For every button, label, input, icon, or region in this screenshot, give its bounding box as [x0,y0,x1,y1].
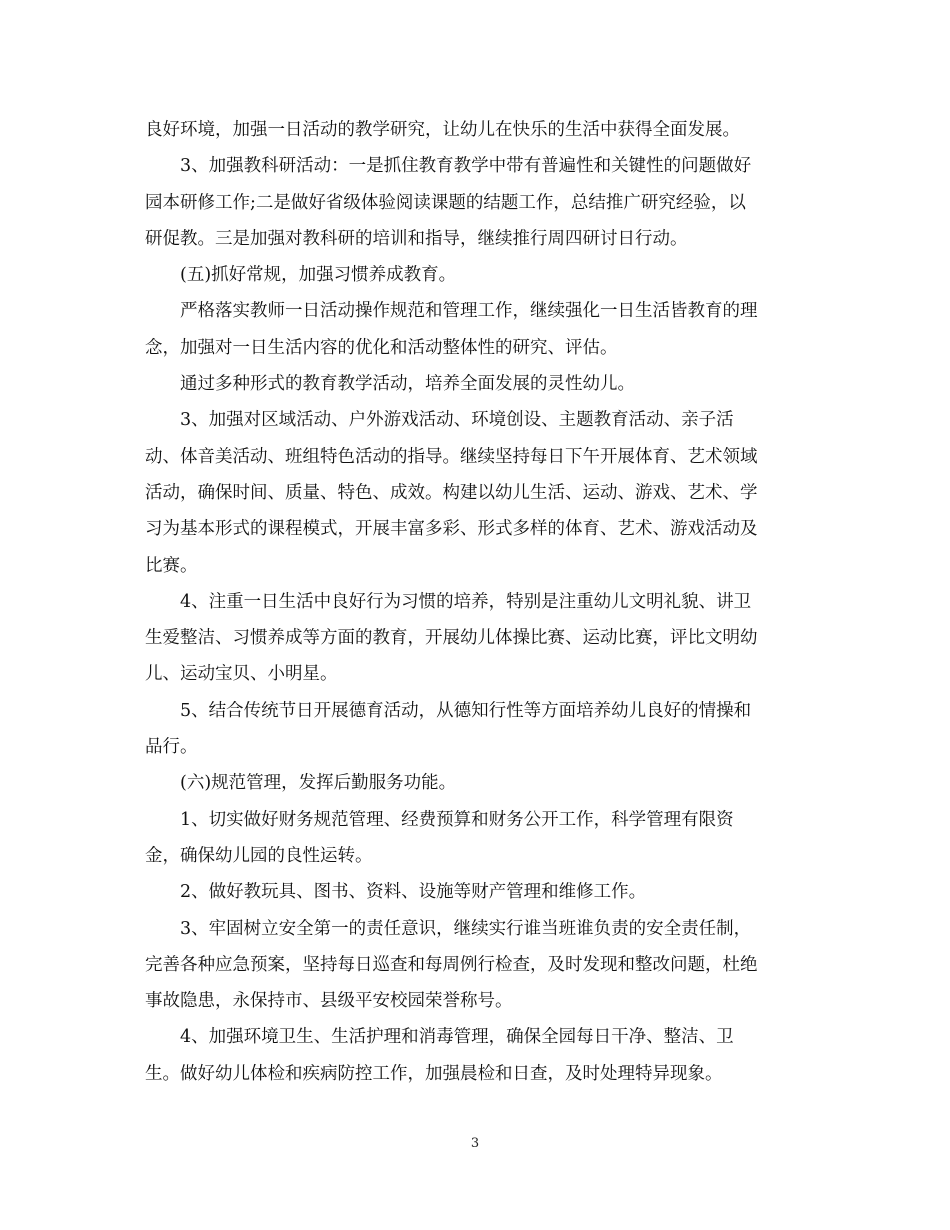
text-line: 3、加强教科研活动：一是抓住教育教学中带有普遍性和关键性的问题做好 [180,156,752,177]
text-line: 园本研修工作;二是做好省级体验阅读课题的结题工作，总结推广研究经验，以 [145,192,746,213]
text-line: 良好环境，加强一日活动的教学研究，让幼儿在快乐的生活中获得全面发展。 [145,120,740,140]
text-line: (五)抓好常规，加强习惯养成教育。 [180,265,457,286]
text-line: 儿、运动宝贝、小明星。 [145,664,338,685]
text-line: 研促教。三是加强对教科研的培训和指导，继续推行周四研讨日行动。 [145,228,688,249]
text-line: (六)规范管理，发挥后勤服务功能。 [180,773,457,794]
text-line: 金，确保幼儿园的良性运转。 [145,845,373,866]
text-line: 习为基本形式的课程模式，开展丰富多彩、形式多样的体育、艺术、游戏活动及 [145,519,758,540]
text-line: 活动，确保时间、质量、特色、成效。构建以幼儿生活、运动、游戏、艺术、学 [145,482,758,503]
text-line: 比赛。 [145,555,198,576]
text-line: 生。做好幼儿体检和疾病防控工作，加强晨检和日查，及时处理特异现象。 [145,1063,723,1084]
text-line: 4、注重一日生活中良好行为习惯的培养，特别是注重幼儿文明礼貌、讲卫 [180,591,752,612]
text-line: 事故隐患，永保持市、县级平安校园荣誉称号。 [145,991,513,1012]
text-line: 严格落实教师一日活动操作规范和管理工作，继续强化一日生活皆教育的理 [180,301,758,322]
text-line: 4、加强环境卫生、生活护理和消毒管理，确保全园每日干净、整洁、卫 [180,1027,734,1048]
text-line: 2、做好教玩具、图书、资料、设施等财产管理和维修工作。 [180,882,647,903]
text-line: 动、体音美活动、班组特色活动的指导。继续坚持每日下午开展体育、艺术领域 [145,446,758,467]
text-line: 通过多种形式的教育教学活动，培养全面发展的灵性幼儿。 [180,374,635,395]
text-line: 3、加强对区域活动、户外游戏活动、环境创设、主题教育活动、亲子活 [180,410,734,431]
text-line: 完善各种应急预案，坚持每日巡查和每周例行检查，及时发现和整改问题，杜绝 [145,954,758,975]
text-line: 念，加强对一日生活内容的优化和活动整体性的研究、评估。 [145,337,618,358]
text-line: 3、牢固树立安全第一的责任意识，继续实行谁当班谁负责的安全责任制， [180,918,752,939]
text-line: 生爱整洁、习惯养成等方面的教育，开展幼儿体操比赛、运动比赛，评比文明幼 [145,628,758,649]
text-line: 1、切实做好财务规范管理、经费预算和财务公开工作，科学管理有限资 [180,809,734,830]
text-line: 品行。 [145,737,198,758]
document-body [145,112,810,1092]
text-line: 5、结合传统节日开展德育活动，从德知行性等方面培养幼儿良好的情操和 [180,700,752,721]
page-number: 3 [470,1136,480,1151]
